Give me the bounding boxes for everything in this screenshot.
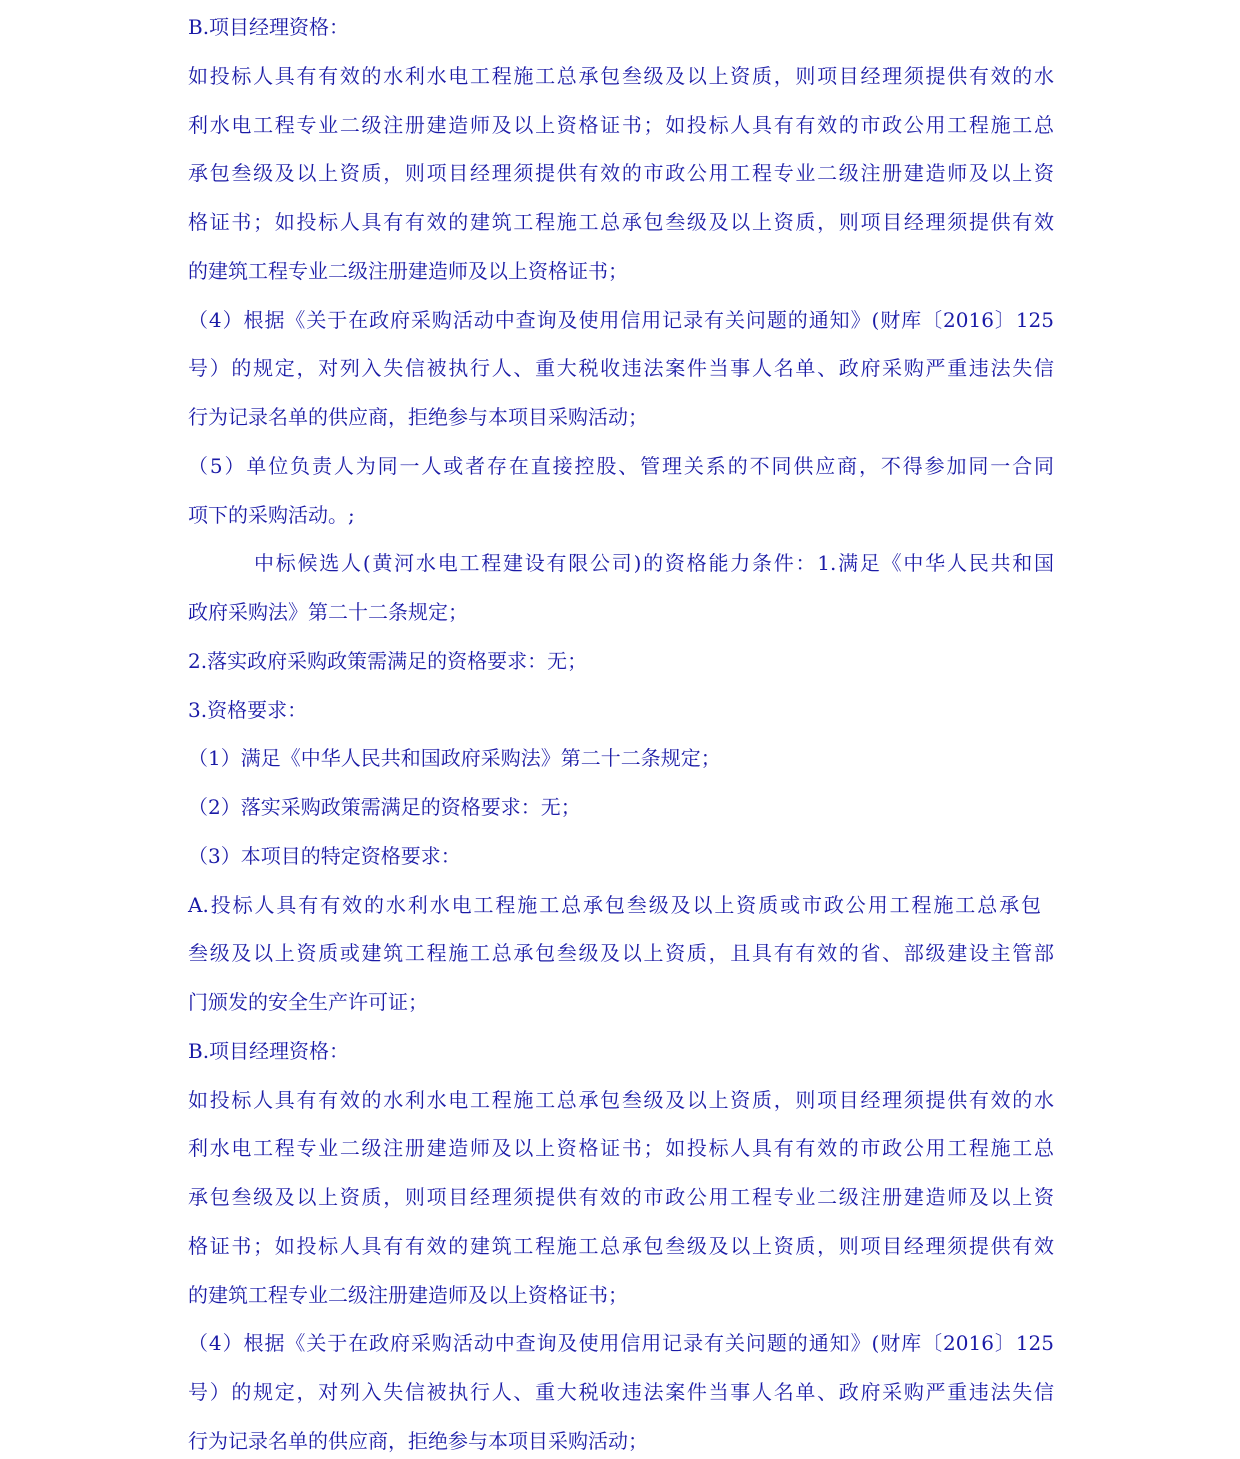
text-line: 号）的规定，对列入失信被执行人、重大税收违法案件当事人名单、政府采购严重违法失信 xyxy=(188,356,1054,380)
text-line: 利水电工程专业二级注册建造师及以上资格证书；如投标人具有有效的市政公用工程施工总 xyxy=(188,113,1054,137)
text-line: （2）落实采购政策需满足的资格要求：无； xyxy=(188,795,581,819)
text-line: 项下的采购活动。; xyxy=(188,503,355,527)
text-line: 利水电工程专业二级注册建造师及以上资格证书；如投标人具有有效的市政公用工程施工总 xyxy=(188,1136,1054,1160)
text-line: 格证书；如投标人具有有效的建筑工程施工总承包叁级及以上资质，则项目经理须提供有效 xyxy=(188,1234,1054,1258)
text-line: 行为记录名单的供应商，拒绝参与本项目采购活动； xyxy=(188,405,648,429)
text-line: 的建筑工程专业二级注册建造师及以上资格证书； xyxy=(188,1283,628,1307)
text-line: 如投标人具有有效的水利水电工程施工总承包叁级及以上资质，则项目经理须提供有效的水 xyxy=(188,64,1054,88)
text-line: 如投标人具有有效的水利水电工程施工总承包叁级及以上资质，则项目经理须提供有效的水 xyxy=(188,1088,1054,1112)
text-line: （4）根据《关于在政府采购活动中查询及使用信用记录有关问题的通知》(财库〔2016〕125 xyxy=(188,308,1054,332)
text-line: （5）单位负责人为同一人或者存在直接控股、管理关系的不同供应商，不得参加同一合同 xyxy=(188,454,1054,478)
text-line: （4）根据《关于在政府采购活动中查询及使用信用记录有关问题的通知》(财库〔2016〕125 xyxy=(188,1331,1054,1355)
text-line: 3.资格要求： xyxy=(188,698,308,722)
text-line: 政府采购法》第二十二条规定； xyxy=(188,600,468,624)
text-line: （1）满足《中华人民共和国政府采购法》第二十二条规定； xyxy=(188,746,721,770)
text-line: 2.落实政府采购政策需满足的资格要求：无； xyxy=(188,649,588,673)
text-line: 的建筑工程专业二级注册建造师及以上资格证书； xyxy=(188,259,628,283)
text-line: 叁级及以上资质或建筑工程施工总承包叁级及以上资质，且具有有效的省、部级建设主管部 xyxy=(188,941,1054,965)
text-line: 格证书；如投标人具有有效的建筑工程施工总承包叁级及以上资质，则项目经理须提供有效 xyxy=(188,210,1054,234)
text-line: （3）本项目的特定资格要求： xyxy=(188,844,461,868)
text-line: 行为记录名单的供应商，拒绝参与本项目采购活动； xyxy=(188,1429,648,1453)
text-line-indented: 中标候选人(黄河水电工程建设有限公司)的资格能力条件：1.满足《中华人民共和国 xyxy=(254,551,1054,575)
text-line: B.项目经理资格： xyxy=(188,15,350,39)
text-line: A.投标人具有有效的水利水电工程施工总承包叁级及以上资质或市政公用工程施工总承包 xyxy=(188,893,1041,917)
text-line: 门颁发的安全生产许可证； xyxy=(188,990,428,1014)
text-line: B.项目经理资格： xyxy=(188,1039,350,1063)
text-line: 承包叁级及以上资质，则项目经理须提供有效的市政公用工程专业二级注册建造师及以上资 xyxy=(188,1185,1054,1209)
text-line: 承包叁级及以上资质，则项目经理须提供有效的市政公用工程专业二级注册建造师及以上资 xyxy=(188,161,1054,185)
text-line: 号）的规定，对列入失信被执行人、重大税收违法案件当事人名单、政府采购严重违法失信 xyxy=(188,1380,1054,1404)
